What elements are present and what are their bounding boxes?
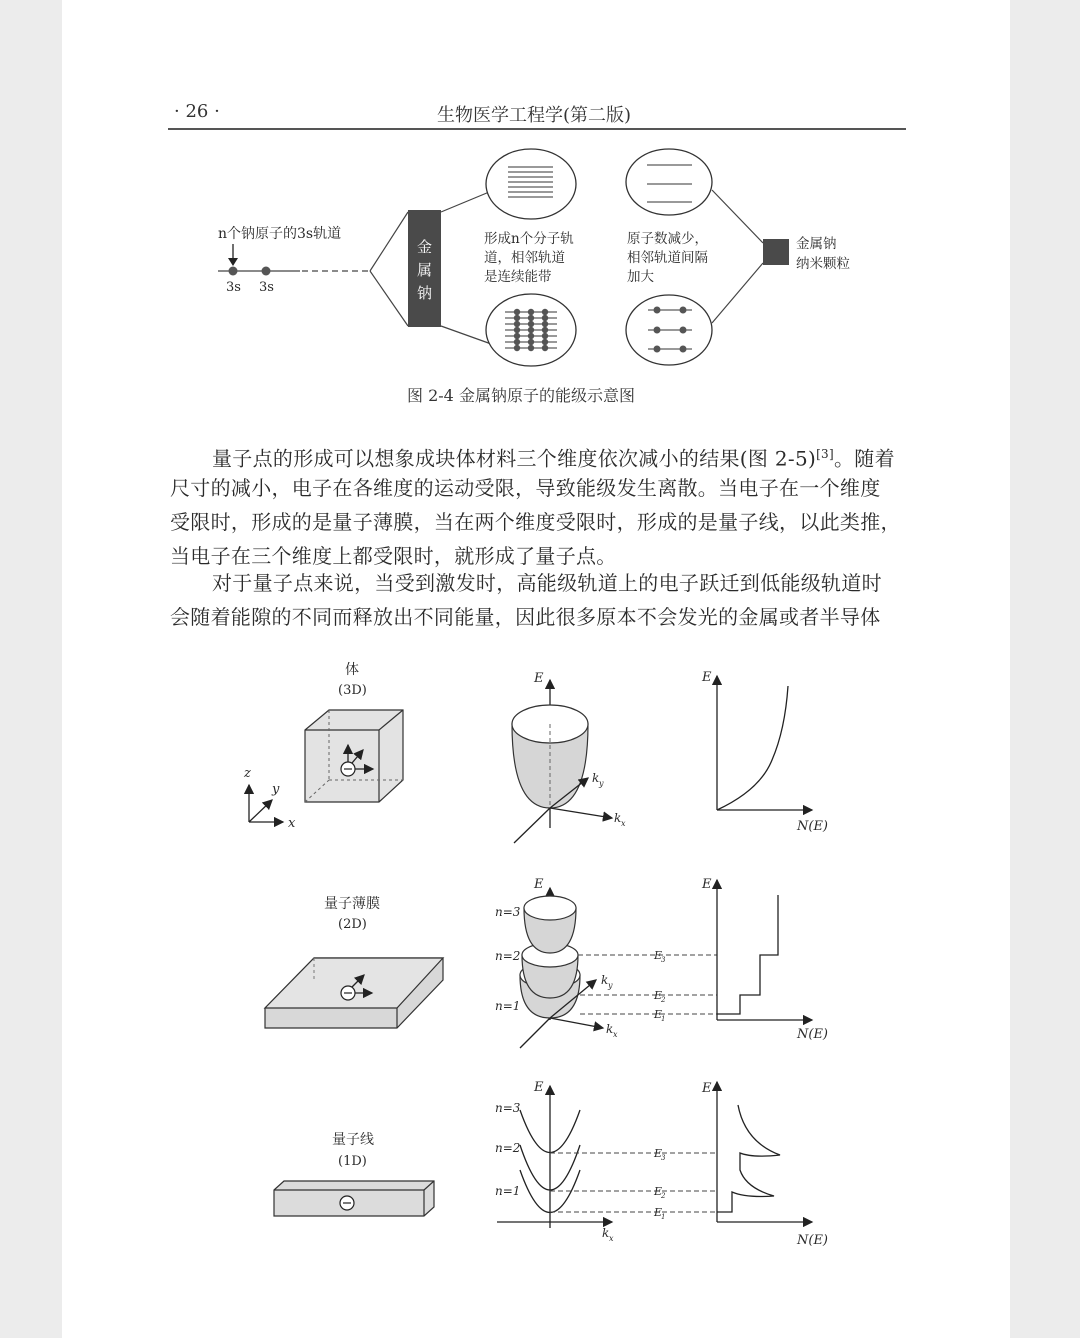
fewer-atoms-text: 原子数减少，	[627, 231, 708, 247]
left-label: n个钠原子的3s轨道	[218, 226, 342, 242]
axis-kx-label: k	[602, 1226, 610, 1240]
quantum-wire-bar	[274, 1181, 434, 1216]
discrete-circle	[626, 149, 712, 215]
dispersion-3d-plot	[512, 671, 626, 843]
axis-kx-sub: x	[613, 1030, 618, 1039]
dispersion-2d-plot	[495, 877, 717, 1048]
body-line: 当电子在三个维度上都受限时，就形成了量子点。	[170, 544, 617, 568]
row-name-3d: 体	[345, 662, 359, 678]
axis-NE-label: N(E)	[797, 819, 829, 834]
axis-kx-sub: x	[621, 819, 626, 828]
down-arrow-head	[228, 258, 238, 266]
fewer-atoms-text: 加大	[627, 269, 654, 285]
band-text: 形成n个分子轨	[484, 231, 574, 247]
axis-E-label: E	[534, 877, 544, 892]
axis-kx-sub: x	[609, 1234, 614, 1243]
electron-1d	[340, 1196, 354, 1210]
bulk-cube	[305, 710, 403, 802]
level-E3: E	[654, 1147, 663, 1160]
dos-2d-plot	[701, 877, 828, 1042]
axis-E-label: E	[534, 671, 544, 686]
axis-kx-label: k	[614, 811, 622, 825]
body-line: 尺寸的减小，电子在各维度的运动受限，导致能级发生离散。当电子在一个维度	[170, 476, 881, 500]
level-n2: n=2	[495, 949, 521, 963]
nanoparticle-label: 纳米颗粒	[796, 256, 850, 272]
connector-line	[441, 190, 494, 212]
axis-y-label: y	[272, 782, 280, 797]
level-E1: E	[654, 1206, 663, 1219]
level-E2: E	[654, 1185, 663, 1198]
figure-2-5-diagram	[0, 650, 1080, 1270]
row-name-2d: 量子薄膜	[324, 896, 380, 912]
level-E2-sub: 2	[661, 996, 666, 1004]
fan-line	[370, 212, 408, 271]
body-line: 对于量子点来说，当受到激发时，高能级轨道上的电子跃迁到低能级轨道时	[212, 571, 882, 595]
fan-line	[370, 271, 408, 326]
level-n2: n=2	[495, 1141, 521, 1155]
fewer-atoms-text: 相邻轨道间隔	[627, 250, 708, 266]
level-n1: n=1	[495, 999, 521, 1013]
axis-NE-label: N(E)	[797, 1027, 829, 1042]
body-line: 受限时，形成的是量子薄膜，当在两个维度受限时，形成的是量子线，以此类推，	[170, 510, 901, 534]
band-circle	[486, 149, 576, 219]
level-E1-sub: 1	[661, 1213, 666, 1221]
level-n1: n=1	[495, 1184, 521, 1198]
axis-ky-sub: y	[608, 981, 613, 990]
orbital-label: 3s	[259, 280, 274, 295]
row-name-1d: 量子线	[332, 1132, 374, 1148]
dos-1d-plot	[701, 1081, 828, 1248]
level-E1-sub: 1	[661, 1015, 666, 1023]
axis-kx-label: k	[606, 1022, 614, 1036]
figure-2-4-caption: 图 2-4 金属钠原子的能级示意图	[407, 386, 635, 405]
row-dim-3d: (3D)	[338, 683, 367, 698]
orbital-label: 3s	[226, 280, 241, 295]
continuous-band-lines	[508, 167, 553, 197]
level-E2: E	[654, 989, 663, 1002]
row-dim-2d: (2D)	[338, 917, 367, 932]
book-title: 生物医学工程学(第二版)	[437, 105, 632, 126]
axis-E-label: E	[702, 670, 712, 685]
axis-E-label: E	[702, 1081, 712, 1096]
bar-char: 钠	[417, 284, 433, 302]
dispersion-1d-plot	[495, 1080, 717, 1243]
row-dim-1d: (1D)	[338, 1154, 367, 1169]
axis-E-label: E	[534, 1080, 544, 1095]
orbital-dot	[262, 267, 271, 276]
bar-char: 金	[417, 238, 433, 256]
bar-char: 属	[417, 261, 433, 279]
coordinate-axes	[243, 766, 296, 831]
level-E3: E	[654, 949, 663, 962]
axis-E-label: E	[702, 877, 712, 892]
level-E1: E	[654, 1008, 663, 1021]
nanoparticle-label: 金属钠	[796, 236, 837, 252]
axis-ky-sub: y	[599, 779, 604, 788]
dos-3d-plot	[701, 670, 828, 834]
level-n3: n=3	[495, 1101, 521, 1115]
body-line: 量子点的形成可以想象成块体材料三个维度依次减小的结果(图 2-5)[3]。随着	[212, 446, 895, 471]
page-number: · 26 ·	[174, 101, 220, 122]
axis-NE-label: N(E)	[797, 1233, 829, 1248]
citation: [3]	[816, 447, 834, 461]
connector-line	[712, 263, 763, 323]
axis-ky-label: k	[592, 771, 600, 785]
level-n3: n=3	[495, 905, 521, 919]
band-text: 是连续能带	[484, 269, 552, 285]
figure-2-4-diagram	[0, 0, 1080, 420]
axis-ky-label: k	[601, 973, 609, 987]
nanoparticle-square	[763, 239, 789, 265]
band-text: 道，相邻轨道	[484, 250, 565, 266]
connector-line	[712, 190, 763, 243]
level-E2-sub: 2	[661, 1192, 666, 1200]
axis-x-label: x	[288, 816, 296, 831]
body-line: 会随着能隙的不同而释放出不同能量，因此很多原本不会发光的金属或者半导体	[170, 605, 881, 629]
level-E3-sub: 3	[661, 956, 666, 964]
orbital-dot	[229, 267, 238, 276]
level-E3-sub: 3	[661, 1154, 666, 1162]
axis-z-label: z	[244, 766, 251, 781]
